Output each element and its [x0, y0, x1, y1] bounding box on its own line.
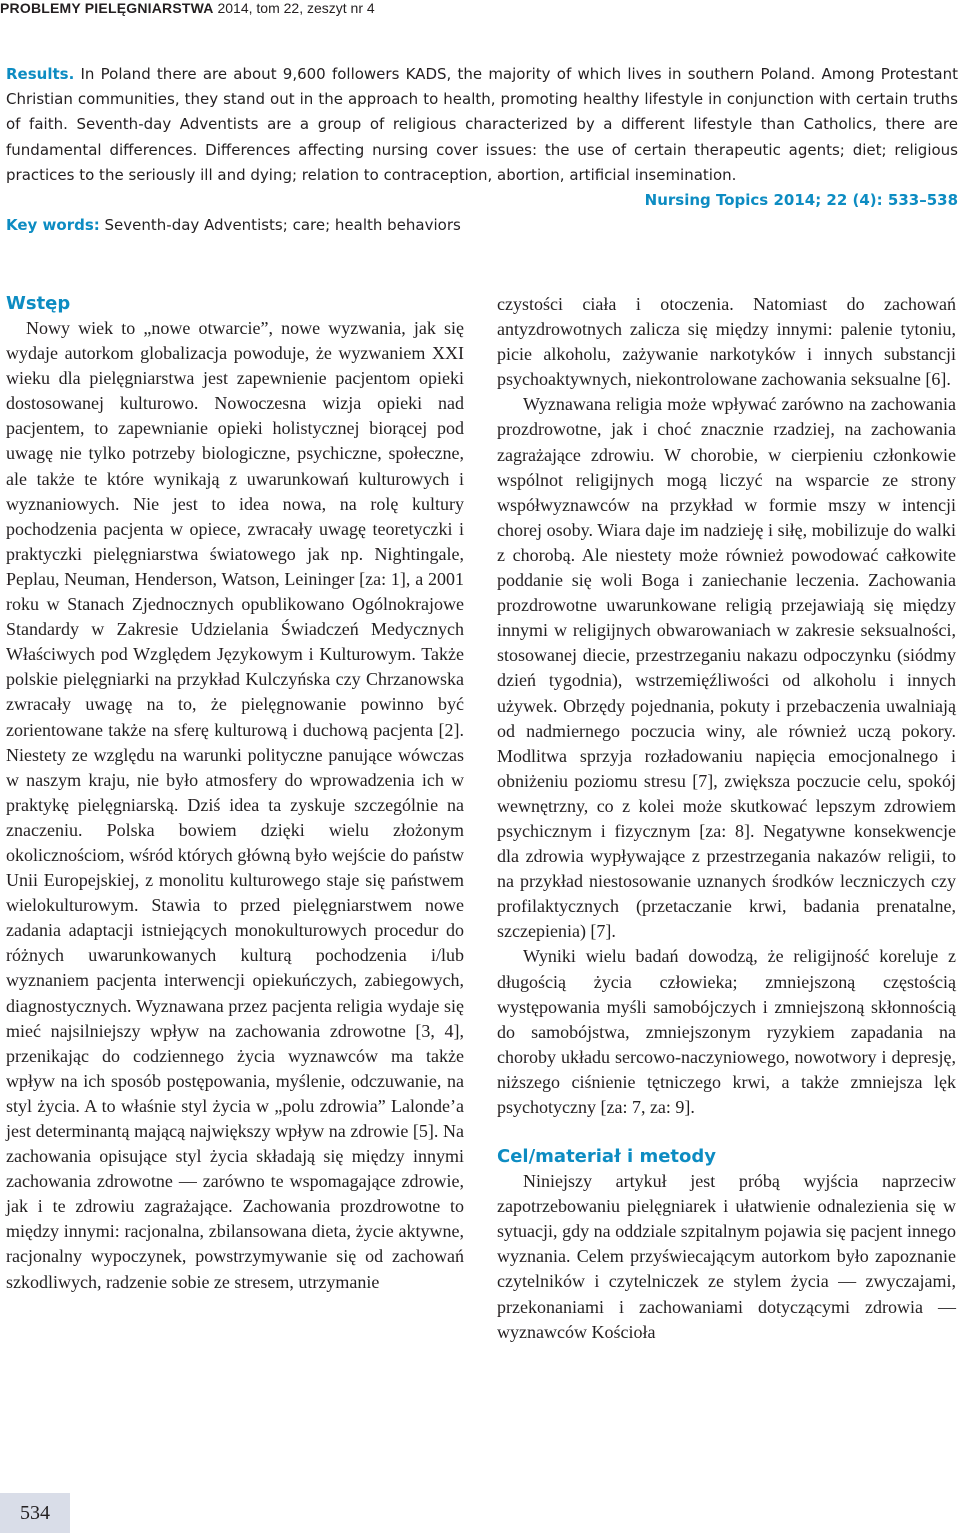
body-paragraph: Niniejszy artykuł jest próbą wyjścia naprzeciw zapotrzebowaniu pielęgniarek i ułatwienie odnalezienia się w sytuacji, gdy na oddziale szpitalnym pojawia się pacjent innego wyznania. Celem przyświecającym autorkom było zapoznanie czytelników i czytelniczek ze stylem życia — zwyczajami, przekonaniami i zachowaniami dotyczącymi zdrowia — wyznawców Kościoła: [497, 1171, 956, 1342]
body-paragraph: Wyniki wielu badań dowodzą, że religijność koreluje z długością życia człowieka; zmniejszoną częstością występowania myśli samobójczych i zmniejszoną skłonnością do samobójstwa, zmniejszonym ryzykiem zapadania na choroby układu sercowo-naczyniowego, nowotwory i depresję, niższego ciśnienie tętniczego krwi, a także zmniejsza lęk psychotyczny [za: 7, za: 9].: [497, 946, 956, 1117]
keywords: [6, 213, 958, 238]
citation: Nursing Topics 2014; 22 (4): 533–538: [644, 191, 958, 210]
body-paragraph: Nowy wiek to „nowe otwarcie”, nowe wyzwania, jak się wydaje autorkom globalizacja powoduje, że wyzwaniem XXI wieku dla pielęgniarstwa jest zapewnienie pacjentom opieki dostosowanej kulturowo. Nowoczesna wizja opieki nad pacjentem, to zapewnianie opieki holistycznej biorącej pod uwagę nie tylko potrzeby biologiczne, psychiczne, społeczne, ale także te które wynikają z uwarunkowań kulturowych i wyznaniowych. Nie jest to idea nowa, na rolę kultury pochodzenia pacjenta w opiece, zwracały uwagę teoretyczki i praktyczki pielęgniarstwa światowego jak np. Nightingale, Peplau, Neuman, Henderson, Watson, Leininger [za: 1], a 2001 roku w Stanach Zjednocznych opublikowano Ogólnokrajowe Standardy w Zakresie Udzielania Świadczeń Medycznych Właściwych pod Względem Językowym i Kulturowym. Także polskie pielęgniarki na przykład Kulczyńska czy Chrzanowska zwracały uwagę na to, że pielęgnowanie powinno być zorientowane także na sferę kulturową i duchową pacjenta [2]. Niestety ze względu na warunki polityczne panujące wówczas w naszym kraju, nie było atmosfery do wprowadzenia ich w praktykę pielęgniarską. Dziś idea ta zyskuje szczególnie na znaczeniu. Polska bowiem dzięki wielu złożonym okolicznościom, wśród których główną było wejście do państw Unii Europejskiej, z monolitu kulturowego staje się państwem wielokulturowym. Stawia to przed pielęgniarstwem nowe zadania adaptacji istniejących monokulturowych procedur do różnych uwarunkowanych kulturą pochodzenia i/lub wyznaniem pacjenta interwencji opiekuńczych, zabiegowych, diagnostycznych. Wyznawana przez pacjenta religia wydaje się mieć najsilniejszy wpływ na zachowania zdrowotne [3, 4], przenikając do codziennego życia wyznawców ma także wpływ na ich sposób postępowania, myślenie, odczuwanie, na styl życia. A to właśnie styl życia w „polu zdrowia” Lalonde’a jest determinantą mającą największy wpływ na zdrowie [5]. Na zachowania opisujące styl życia składają się między innymi zachowania zdrowotne — zarówno te wspomagające zdrowie, jak i te zdrowiu zagrażające. Zachowania prozdrowotne to między innymi: racjonalna, zbilansowana dieta, życie aktywne, racjonalny wypoczynek, powstrzymywanie się od zachowań szkodliwych, radzenie sobie ze stresem, utrzymanie: [6, 318, 464, 1292]
keywords-text: Seventh-day Adventists; care; health behaviors: [99, 216, 461, 235]
left-column: [6, 292, 464, 1295]
results-label: Results.: [6, 65, 75, 83]
body-paragraph: Wyznawana religia może wpływać zarówno na zachowania prozdrowotne, jak i choć znacznie rzadziej, na zachowania zagrażające zdrowiu. W chorobie, w cierpieniu członkowie wspólnot religijnych mogą liczyć na wsparcie ze strony współwyznawców na przykład w formie mszy w intencji chorej osoby. Wiara daje im nadzieję i siłę, mobilizuje do walki z chorobą. Ale niestety może również powodować całkowite poddanie się woli Boga i zaniechanie leczenia. Zachowania prozdrowotne uwarunkowane religią przejawiają się między innymi w religijnych obwarowaniach w zakresie seksualności, stosowanej diecie, przestrzeganiu nakazu odpoczynku (siódmy dzień tygodnia), wstrzemięźliwości od alkoholu i innych używek. Obrzędy pojednania, pokuty i przebaczenia uwalniają od nadmiernego poczucia winy, ale również uczą pokory. Modlitwa sprzyja rozładowaniu napięcia emocjonalnego i obniżeniu poziomu stresu [7], zwiększa poczucie celu, spokój wewnętrzny, co z kolei może skutkować lepszym zdrowiem psychicznym i fizycznym [za: 8]. Negatywne konsekwencje dla zdrowia wypływające z przestrzegania nakazów religii, to na przykład niestosowanie uznanych środków leczniczych czy profilaktycznych (przetaczanie krwi, badania prenatalne, szczepienia) [7].: [497, 394, 956, 942]
abstract: [6, 62, 958, 238]
page-number: 534: [0, 1493, 70, 1533]
right-column: [497, 292, 956, 1345]
results-text: In Poland there are about 9,600 followers KADS, the majority of which lives in southern Poland. Among Protestant Christian communities, they stand out in the approach to health, promoting healthy lifestyle in conjunction with certain truths of faith. Seventh-day Adventists are a group of religious characterized by a different lifestyle than Catholics, there are fundamental differences. Differences affecting nursing cover issues: the use of certain therapeutic agents; diet; religious practices to the seriously ill and dying; relation to contraception, abortion, artificial insemination.: [6, 65, 958, 184]
section-gap: [497, 1120, 956, 1145]
running-header: [0, 0, 960, 18]
journal-issue: 2014, tom 22, zeszyt nr 4: [213, 0, 375, 16]
keywords-label: Key words:: [6, 216, 100, 235]
section-title-introduction: Wstęp: [6, 293, 71, 314]
body-paragraph: czystości ciała i otoczenia. Natomiast do zachowań antyzdrowotnych zalicza się między innymi: palenie tytoniu, picie alkoholu, zażywanie narkotyków i innych substancji psychoaktywnych, niekontrolowane zachowania seksualne [6].: [497, 294, 956, 390]
journal-name: PROBLEMY PIELĘGNIARSTWA: [0, 0, 214, 16]
section-title-aim-methods: Cel/materiał i metody: [497, 1146, 717, 1168]
